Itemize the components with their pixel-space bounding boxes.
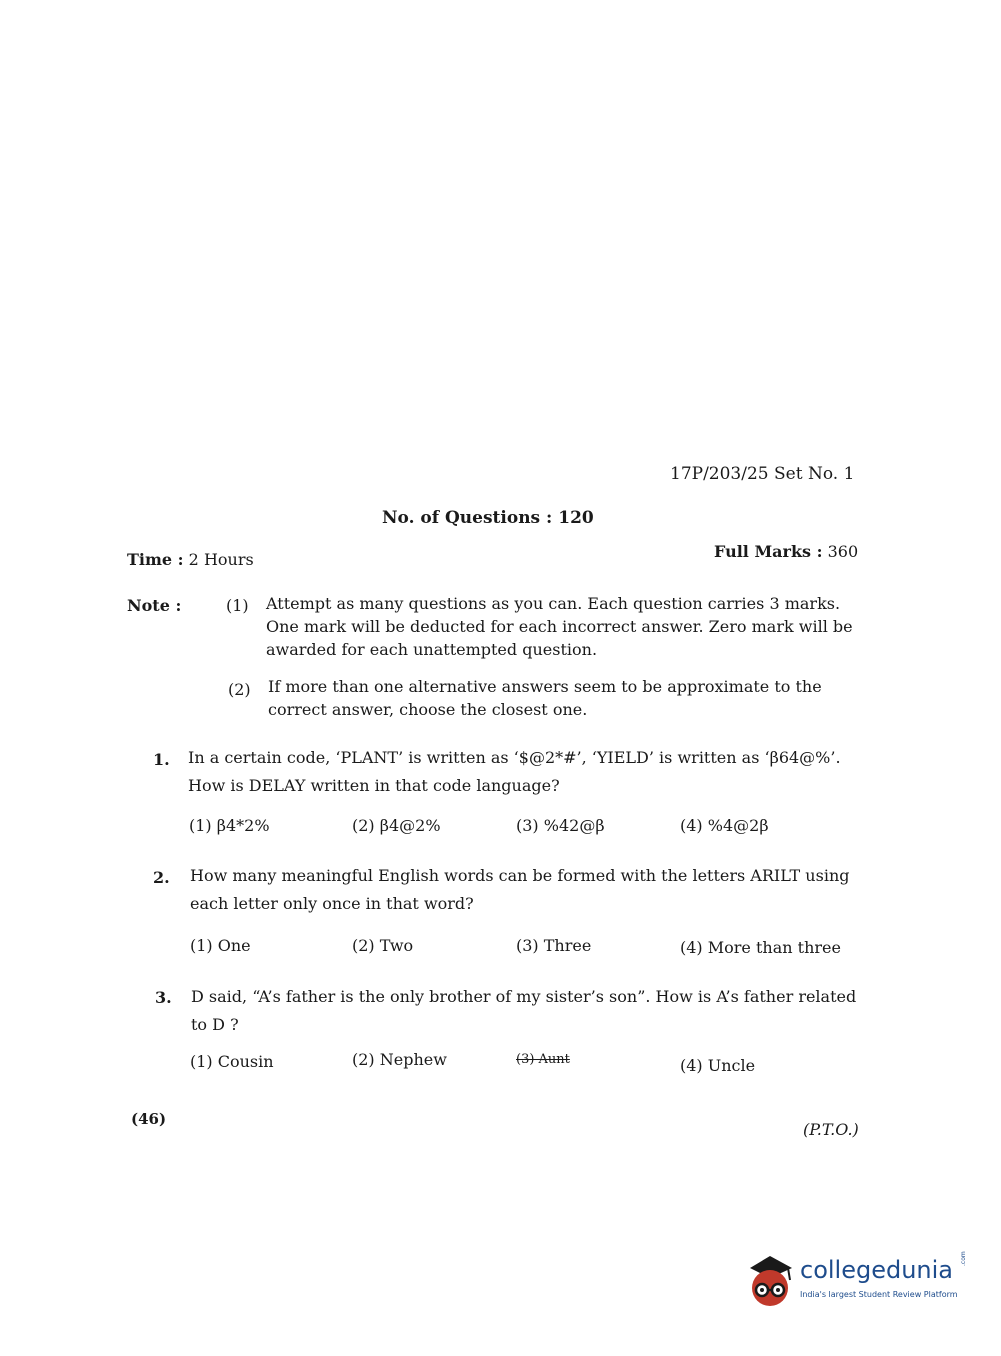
option: (4) %4@2β [680, 816, 769, 835]
full-marks-info [714, 542, 858, 561]
option-struck: (3) Aunt [516, 1052, 570, 1067]
page-code: (46) [131, 1110, 167, 1128]
question-number: 2. [153, 868, 170, 887]
pto-label: (P.T.O.) [803, 1120, 859, 1139]
option: (3) %42@β [516, 816, 605, 835]
question-number: 3. [155, 988, 172, 1007]
note-label: Note : [127, 596, 182, 615]
note-text: Attempt as many questions as you can. Each question carries 3 marks. One mark will be deducted for each incorrect answer. Zero mark will be awarded for each unattempted question. [266, 594, 853, 659]
marks-label: Full Marks : [714, 542, 823, 561]
question-text: D said, “A’s father is the only brother of my sister’s son”. How is A’s father related to D ? [191, 987, 857, 1034]
option: (1) One [190, 936, 251, 955]
time-value: 2 Hours [188, 550, 254, 569]
mascot-icon [744, 1250, 796, 1314]
option: (2) β4@2% [352, 816, 441, 835]
option: (4) More than three [680, 938, 841, 957]
question-text: In a certain code, ‘PLANT’ is written as ‘$@2*#’, ‘YIELD’ is written as ‘β64@%’. How is DELAY written in that code language? [188, 748, 841, 795]
note-number: (2) [228, 680, 251, 699]
marks-value: 360 [827, 542, 859, 561]
option: (2) Two [352, 936, 414, 955]
option: (4) Uncle [680, 1056, 756, 1075]
note-number: (1) [226, 596, 249, 615]
question-text: How many meaningful English words can be formed with the letters ARILT using each letter only once in that word? [190, 866, 850, 913]
brand-name: collegedunia [800, 1256, 954, 1284]
num-questions: No. of Questions : 120 [382, 508, 594, 528]
time-label: Time : [127, 550, 184, 569]
option: (1) Cousin [190, 1052, 274, 1071]
brand-tagline: India's largest Student Review Platform [800, 1290, 958, 1299]
time-info [127, 550, 254, 569]
question-number: 1. [153, 750, 170, 769]
option: (3) Three [516, 936, 592, 955]
option: (2) Nephew [352, 1050, 447, 1069]
brand-suffix: .com [960, 1251, 967, 1266]
paper-code: 17P/203/25 Set No. 1 [670, 464, 855, 484]
collegedunia-watermark [744, 1250, 974, 1320]
note-text: If more than one alternative answers seem to be approximate to the correct answer, choose the closest one. [268, 677, 822, 719]
option: (1) β4*2% [189, 816, 270, 835]
